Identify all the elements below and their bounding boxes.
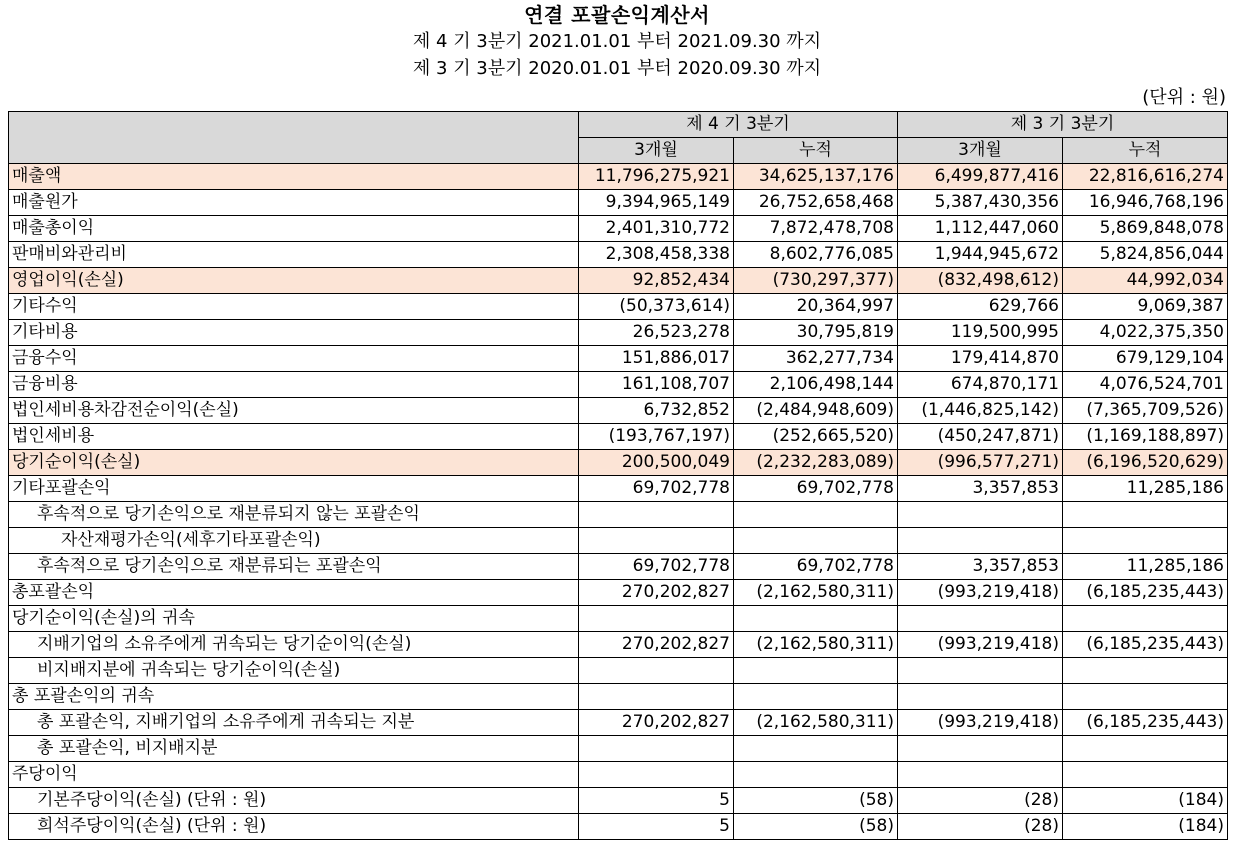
table-row xyxy=(9,294,1228,320)
prior-cumulative-value: 44,992,034 xyxy=(1063,268,1228,294)
income-statement-table xyxy=(8,111,1228,840)
prior-three-month-value: 674,870,171 xyxy=(898,372,1063,398)
prior-three-month-value: (28) xyxy=(898,788,1063,814)
prior-cumulative-value: (6,185,235,443) xyxy=(1063,580,1228,606)
prior-cumulative-value: (6,196,520,629) xyxy=(1063,450,1228,476)
period-current: 제 4 기 3분기 2021.01.01 부터 2021.09.30 까지 xyxy=(412,31,822,52)
prior-three-month-value xyxy=(898,502,1063,528)
table-row xyxy=(9,658,1228,684)
current-three-month-value xyxy=(579,684,734,710)
row-label: 희석주당이익(손실) (단위 : 원) xyxy=(9,814,579,840)
prior-three-month-value: 1,944,945,672 xyxy=(898,242,1063,268)
prior-cumulative-value xyxy=(1063,606,1228,632)
current-cumulative-value: 20,364,997 xyxy=(734,294,898,320)
header-current-period: 제 4 기 3분기 xyxy=(579,112,898,138)
prior-cumulative-value: 679,129,104 xyxy=(1063,346,1228,372)
row-label: 당기순이익(손실)의 귀속 xyxy=(9,606,579,632)
prior-three-month-value xyxy=(898,528,1063,554)
current-cumulative-value xyxy=(734,606,898,632)
prior-cumulative-value: 5,824,856,044 xyxy=(1063,242,1228,268)
prior-three-month-value: (993,219,418) xyxy=(898,632,1063,658)
row-label: 비지배지분에 귀속되는 당기순이익(손실) xyxy=(9,658,579,684)
table-row xyxy=(9,814,1228,840)
table-row xyxy=(9,554,1228,580)
table-row xyxy=(9,424,1228,450)
prior-cumulative-value: (6,185,235,443) xyxy=(1063,710,1228,736)
header-prior-three-month: 3개월 xyxy=(898,138,1063,164)
row-label: 매출총이익 xyxy=(9,216,579,242)
row-label: 총 포괄손익, 지배기업의 소유주에게 귀속되는 지분 xyxy=(9,710,579,736)
table-row xyxy=(9,372,1228,398)
current-three-month-value: (50,373,614) xyxy=(579,294,734,320)
prior-three-month-value: (993,219,418) xyxy=(898,580,1063,606)
row-label: 금융수익 xyxy=(9,346,579,372)
table-row xyxy=(9,346,1228,372)
table-row xyxy=(9,502,1228,528)
current-three-month-value: 11,796,275,921 xyxy=(579,164,734,190)
current-cumulative-value: (252,665,520) xyxy=(734,424,898,450)
row-label: 기타포괄손익 xyxy=(9,476,579,502)
current-three-month-value: 6,732,852 xyxy=(579,398,734,424)
prior-three-month-value: 179,414,870 xyxy=(898,346,1063,372)
current-three-month-value: 69,702,778 xyxy=(579,476,734,502)
prior-cumulative-value xyxy=(1063,684,1228,710)
table-row xyxy=(9,606,1228,632)
table-row xyxy=(9,450,1228,476)
current-cumulative-value: (58) xyxy=(734,814,898,840)
prior-cumulative-value: 4,022,375,350 xyxy=(1063,320,1228,346)
current-cumulative-value: 8,602,776,085 xyxy=(734,242,898,268)
row-label: 법인세비용 xyxy=(9,424,579,450)
current-three-month-value: (193,767,197) xyxy=(579,424,734,450)
prior-cumulative-value: 16,946,768,196 xyxy=(1063,190,1228,216)
row-label: 법인세비용차감전순이익(손실) xyxy=(9,398,579,424)
current-cumulative-value: (2,484,948,609) xyxy=(734,398,898,424)
prior-cumulative-value xyxy=(1063,736,1228,762)
current-cumulative-value xyxy=(734,736,898,762)
row-label: 자산재평가손익(세후기타포괄손익) xyxy=(9,528,579,554)
table-row xyxy=(9,190,1228,216)
current-cumulative-value: (2,162,580,311) xyxy=(734,710,898,736)
table-row xyxy=(9,788,1228,814)
current-cumulative-value xyxy=(734,528,898,554)
table-row xyxy=(9,762,1228,788)
current-cumulative-value xyxy=(734,658,898,684)
prior-cumulative-value: 22,816,616,274 xyxy=(1063,164,1228,190)
prior-three-month-value: 3,357,853 xyxy=(898,554,1063,580)
header-row-periods xyxy=(9,112,1228,138)
table-row xyxy=(9,164,1228,190)
current-cumulative-value: 26,752,658,468 xyxy=(734,190,898,216)
prior-cumulative-value: 9,069,387 xyxy=(1063,294,1228,320)
current-three-month-value xyxy=(579,658,734,684)
row-label: 후속적으로 당기손익으로 재분류되지 않는 포괄손익 xyxy=(9,502,579,528)
prior-cumulative-value: 11,285,186 xyxy=(1063,554,1228,580)
current-three-month-value: 5 xyxy=(579,814,734,840)
row-label: 매출액 xyxy=(9,164,579,190)
prior-three-month-value: (832,498,612) xyxy=(898,268,1063,294)
current-three-month-value: 5 xyxy=(579,788,734,814)
current-three-month-value: 270,202,827 xyxy=(579,580,734,606)
statement-body xyxy=(9,164,1228,840)
row-label: 판매비와관리비 xyxy=(9,242,579,268)
period-prior: 제 3 기 3분기 2020.01.01 부터 2020.09.30 까지 xyxy=(412,58,822,79)
prior-three-month-value xyxy=(898,762,1063,788)
prior-cumulative-value: 4,076,524,701 xyxy=(1063,372,1228,398)
row-label: 총 포괄손익, 비지배지분 xyxy=(9,736,579,762)
prior-cumulative-value xyxy=(1063,762,1228,788)
current-three-month-value: 151,886,017 xyxy=(579,346,734,372)
prior-three-month-value: (450,247,871) xyxy=(898,424,1063,450)
prior-three-month-value: 1,112,447,060 xyxy=(898,216,1063,242)
current-cumulative-value: (2,162,580,311) xyxy=(734,632,898,658)
current-cumulative-value: 34,625,137,176 xyxy=(734,164,898,190)
row-label: 영업이익(손실) xyxy=(9,268,579,294)
statement-title: 연결 포괄손익계산서 xyxy=(524,3,710,27)
row-label: 기타비용 xyxy=(9,320,579,346)
table-row xyxy=(9,684,1228,710)
current-cumulative-value xyxy=(734,684,898,710)
row-label: 기본주당이익(손실) (단위 : 원) xyxy=(9,788,579,814)
row-label: 금융비용 xyxy=(9,372,579,398)
header-current-cumulative: 누적 xyxy=(734,138,898,164)
current-cumulative-value: 2,106,498,144 xyxy=(734,372,898,398)
prior-three-month-value: 119,500,995 xyxy=(898,320,1063,346)
prior-cumulative-value: 5,869,848,078 xyxy=(1063,216,1228,242)
current-three-month-value: 92,852,434 xyxy=(579,268,734,294)
prior-three-month-value: 3,357,853 xyxy=(898,476,1063,502)
prior-three-month-value: 6,499,877,416 xyxy=(898,164,1063,190)
row-label: 기타수익 xyxy=(9,294,579,320)
current-three-month-value xyxy=(579,606,734,632)
prior-three-month-value xyxy=(898,606,1063,632)
current-cumulative-value: 69,702,778 xyxy=(734,476,898,502)
prior-cumulative-value: 11,285,186 xyxy=(1063,476,1228,502)
header-account-cell xyxy=(9,112,579,164)
current-three-month-value: 200,500,049 xyxy=(579,450,734,476)
prior-cumulative-value: (6,185,235,443) xyxy=(1063,632,1228,658)
prior-three-month-value: 629,766 xyxy=(898,294,1063,320)
prior-three-month-value xyxy=(898,684,1063,710)
current-cumulative-value: 7,872,478,708 xyxy=(734,216,898,242)
prior-three-month-value: (993,219,418) xyxy=(898,710,1063,736)
current-three-month-value: 26,523,278 xyxy=(579,320,734,346)
current-cumulative-value: 30,795,819 xyxy=(734,320,898,346)
current-three-month-value: 9,394,965,149 xyxy=(579,190,734,216)
current-three-month-value xyxy=(579,502,734,528)
current-cumulative-value: (2,162,580,311) xyxy=(734,580,898,606)
prior-cumulative-value xyxy=(1063,502,1228,528)
table-row xyxy=(9,476,1228,502)
current-three-month-value: 2,308,458,338 xyxy=(579,242,734,268)
current-three-month-value xyxy=(579,736,734,762)
row-label: 후속적으로 당기손익으로 재분류되는 포괄손익 xyxy=(9,554,579,580)
current-cumulative-value: 69,702,778 xyxy=(734,554,898,580)
table-row xyxy=(9,398,1228,424)
prior-cumulative-value: (184) xyxy=(1063,788,1228,814)
current-cumulative-value: (730,297,377) xyxy=(734,268,898,294)
current-three-month-value xyxy=(579,762,734,788)
table-row xyxy=(9,736,1228,762)
prior-cumulative-value xyxy=(1063,528,1228,554)
prior-three-month-value xyxy=(898,658,1063,684)
current-three-month-value: 69,702,778 xyxy=(579,554,734,580)
current-cumulative-value xyxy=(734,762,898,788)
row-label: 당기순이익(손실) xyxy=(9,450,579,476)
current-cumulative-value xyxy=(734,502,898,528)
table-row xyxy=(9,580,1228,606)
current-cumulative-value: (2,232,283,089) xyxy=(734,450,898,476)
header-current-three-month: 3개월 xyxy=(579,138,734,164)
table-row xyxy=(9,216,1228,242)
prior-three-month-value: (28) xyxy=(898,814,1063,840)
prior-three-month-value: 5,387,430,356 xyxy=(898,190,1063,216)
current-cumulative-value: (58) xyxy=(734,788,898,814)
table-row xyxy=(9,320,1228,346)
prior-three-month-value: (996,577,271) xyxy=(898,450,1063,476)
row-label: 총포괄손익 xyxy=(9,580,579,606)
prior-cumulative-value xyxy=(1063,658,1228,684)
header-prior-period: 제 3 기 3분기 xyxy=(898,112,1228,138)
table-row xyxy=(9,710,1228,736)
current-three-month-value: 161,108,707 xyxy=(579,372,734,398)
current-three-month-value: 270,202,827 xyxy=(579,710,734,736)
table-row xyxy=(9,528,1228,554)
prior-three-month-value: (1,446,825,142) xyxy=(898,398,1063,424)
table-row xyxy=(9,242,1228,268)
current-three-month-value: 2,401,310,772 xyxy=(579,216,734,242)
prior-cumulative-value: (1,169,188,897) xyxy=(1063,424,1228,450)
unit-label: (단위 : 원) xyxy=(1142,87,1226,108)
table-row xyxy=(9,268,1228,294)
row-label: 지배기업의 소유주에게 귀속되는 당기순이익(손실) xyxy=(9,632,579,658)
prior-three-month-value xyxy=(898,736,1063,762)
table-row xyxy=(9,632,1228,658)
current-three-month-value: 270,202,827 xyxy=(579,632,734,658)
current-cumulative-value: 362,277,734 xyxy=(734,346,898,372)
prior-cumulative-value: (7,365,709,526) xyxy=(1063,398,1228,424)
row-label: 매출원가 xyxy=(9,190,579,216)
row-label: 총 포괄손익의 귀속 xyxy=(9,684,579,710)
current-three-month-value xyxy=(579,528,734,554)
header-prior-cumulative: 누적 xyxy=(1063,138,1228,164)
prior-cumulative-value: (184) xyxy=(1063,814,1228,840)
row-label: 주당이익 xyxy=(9,762,579,788)
